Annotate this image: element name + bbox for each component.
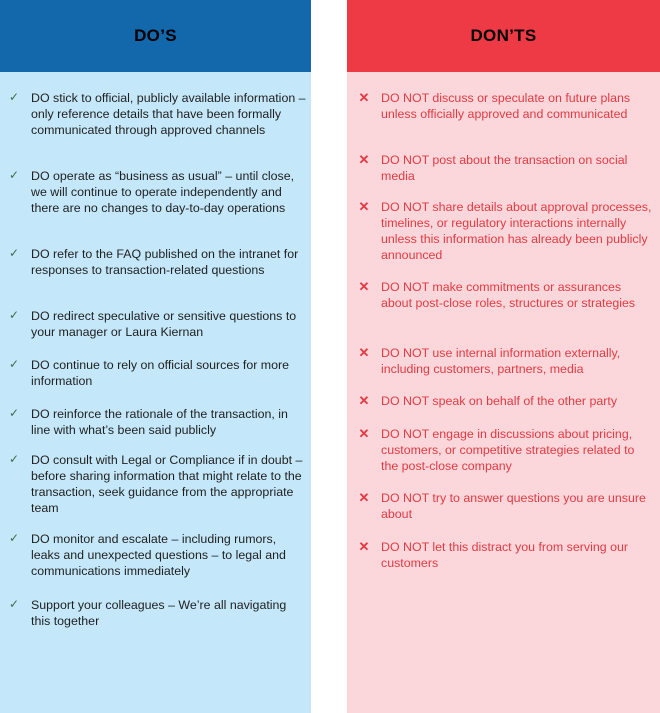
list-item: ✓ Support your colleagues – We’re all navigating this together [8, 597, 287, 628]
dos-column [0, 0, 311, 713]
list-item: ✓ DO reinforce the rationale of the transaction, in line with what’s been said publicly [8, 406, 288, 437]
check-icon: ✓ [8, 308, 20, 322]
list-item: ✓ DO operate as “business as usual” – until close, we will continue to operate independently and there are no changes to day-to-day operations [8, 168, 295, 215]
x-icon: ✕ [358, 345, 370, 360]
check-icon: ✓ [8, 246, 20, 260]
list-item: ✓ DO redirect speculative or sensitive questions to your manager or Laura Kiernan [8, 308, 297, 339]
list-item: ✓ DO refer to the FAQ published on the intranet for responses to transaction-related questions [8, 246, 299, 277]
list-item: ✕ DO NOT discuss or speculate on future plans unless officially approved and communicated [358, 90, 631, 121]
list-item: ✕ DO NOT let this distract you from serving our customers [358, 539, 628, 570]
check-icon: ✓ [8, 452, 20, 466]
donts-header [347, 0, 660, 72]
dos-title: DO’S [134, 26, 177, 45]
x-icon: ✕ [358, 90, 370, 105]
x-icon: ✕ [358, 539, 370, 554]
x-icon: ✕ [358, 490, 370, 505]
dos-header [0, 0, 311, 72]
list-item: ✕ DO NOT try to answer questions you are unsure about [358, 490, 646, 521]
list-item: ✕ DO NOT speak on behalf of the other party [358, 393, 618, 408]
list-item: ✕ DO NOT use internal information externally, including customers, partners, media [358, 345, 621, 376]
x-icon: ✕ [358, 199, 370, 214]
check-icon: ✓ [8, 531, 20, 545]
check-icon: ✓ [8, 357, 20, 371]
x-icon: ✕ [358, 279, 370, 294]
x-icon: ✕ [358, 426, 370, 441]
list-item: ✓ DO consult with Legal or Compliance if in doubt – before sharing information that might relate to the transaction, seek guidance from the appropriate team [8, 452, 303, 515]
donts-title: DON’TS [470, 26, 537, 45]
donts-column [347, 0, 660, 713]
list-item: ✕ DO NOT share details about approval processes, timelines, or regulatory interactions internally unless this information has already been publicly announced [358, 199, 652, 262]
x-icon: ✕ [358, 152, 370, 167]
x-icon: ✕ [358, 393, 370, 408]
list-item: ✓ DO monitor and escalate – including rumors, leaks and unexpected questions – to legal and communications immediately [8, 531, 286, 578]
list-item: ✕ DO NOT make commitments or assurances about post-close roles, structures or strategies [358, 279, 636, 310]
check-icon: ✓ [8, 406, 20, 420]
list-item: ✓ DO continue to rely on official sources for more information [8, 357, 290, 388]
list-item: ✕ DO NOT post about the transaction on social media [358, 152, 628, 183]
check-icon: ✓ [8, 168, 20, 182]
list-item: ✕ DO NOT engage in discussions about pricing, customers, or competitive strategies related to the post-close company [358, 426, 635, 473]
check-icon: ✓ [8, 597, 20, 611]
list-item: ✓ DO stick to official, publicly available information – only reference details that have been formally communicated through approved channels [8, 90, 306, 137]
check-icon: ✓ [8, 90, 20, 104]
